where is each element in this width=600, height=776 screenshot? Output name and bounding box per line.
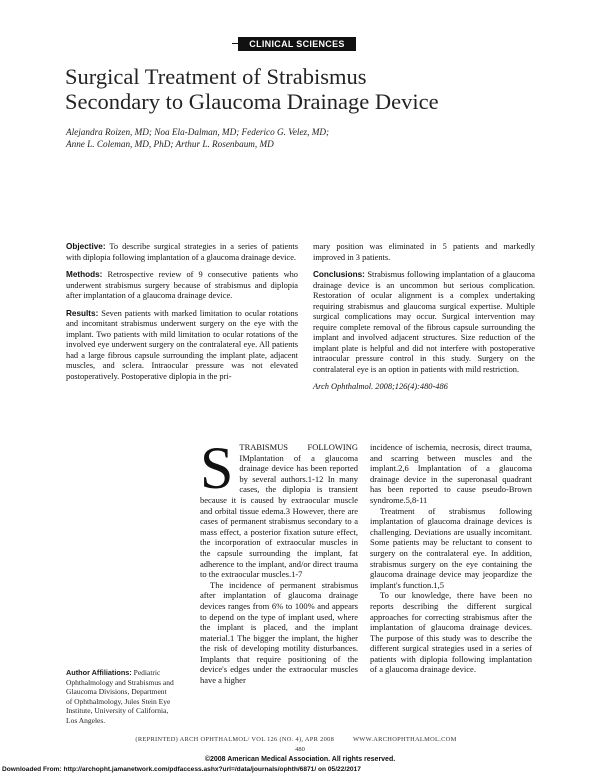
title-line-2: Secondary to Glaucoma Drainage Device (65, 89, 439, 114)
body-paragraph-3: incidence of ischemia, necrosis, direct trauma, and scarring between muscles and the implant.2,6 Implantation of a glaucoma drainage device in the superonasal quadrant has been reported to cause pseudo-Brown syndrome.5,8-11 (370, 442, 532, 505)
authors-line-1: Alejandra Roizen, MD; Noa Ela-Dalman, MD; Federico G. Velez, MD; (66, 127, 330, 137)
journal-footer: (REPRINTED) ARCH OPHTHALMOL/ VOL 126 (NO. 4), APR 2008 WWW.ARCHOPHTHALMOL.COM (135, 736, 457, 743)
copyright-notice: ©2008 American Medical Association. All rights reserved. (204, 756, 396, 763)
methods-label: Methods: (66, 270, 103, 279)
methods-text: Retrospective review of 9 consecutive patients who underwent strabismus surgery because of strabismus and diplopia after implantation of a glaucoma drainage device. (66, 270, 298, 300)
abstract-objective (66, 242, 298, 263)
results-label: Results: (66, 308, 99, 318)
body-paragraph-5: To our knowledge, there have been no reports describing the different surgical approaches for correcting strabismus after the implantation of glaucoma drainage devices. The purpose of this study was to describe the different surgical strategies used in a series of patients with diplopia following implantation of a glaucoma drainage device. (370, 590, 532, 675)
affiliations-label: Author Affiliations: (66, 668, 132, 677)
abstract-column-left (66, 242, 298, 389)
author-list (66, 126, 396, 150)
download-notice: Downloaded From: http://archopht.jamanetwork.com/pdfaccess.ashx?url=/data/journals/ophth/6871/ on 05/22/2017 (2, 766, 361, 773)
page-number: 480 (295, 746, 305, 753)
body-paragraph-2: The incidence of permanent strabismus after implantation of glaucoma drainage devices ranges from 6% to 100% and appears to depend on the type of implant used, where the implant is placed, and the implant material.1 The bigger the implant, the higher the risk of developing motility disturbances. Implants that require positioning of the device's edges under the extraocular muscles have a higher (200, 579, 358, 686)
results-text: Seven patients with marked limitation to ocular rotations and incomitant strabismus underwent surgery on the eye with the implant. Two patients with mild limitation to ocular rotations of the involved eye underwent surgery on the contralateral eye. All patients had a large fibrous capsule surrounding the implant plate, adjacent muscles, and sclera. Intraocular pressure was not elevated postoperatively. Postoperative diplopia in the pri- (66, 308, 298, 381)
citation: Arch Ophthalmol. 2008;126(4):480-486 (313, 382, 448, 391)
conclusions-label: Conclusions: (313, 270, 365, 279)
body-column-left (200, 435, 358, 686)
authors-line-2: Anne L. Coleman, MD, PhD; Arthur L. Rosenbaum, MD (66, 139, 274, 149)
author-affiliations (66, 668, 174, 725)
results-continued: mary position was eliminated in 5 patients and markedly improved in 3 patients. (313, 242, 535, 262)
objective-label: Objective: (66, 242, 106, 251)
body-column-right (370, 442, 532, 675)
abstract-conclusions (313, 270, 535, 375)
drop-cap: S (200, 435, 234, 501)
abstract-methods (66, 270, 298, 302)
body-paragraph-4: Treatment of strabismus following implantation of glaucoma drainage devices is challenging. Deviations are usually incomitant. Some patients may be reluctant to consent to surgery on the contralateral eye. In addition, strabismus surgery on the eye containing the glaucoma drainage device may jeopardize the implant's function.1,5 (370, 505, 532, 590)
abstract-column-right (313, 242, 535, 400)
title-line-1: Surgical Treatment of Strabismus (65, 64, 367, 89)
affiliations-text: Pediatric Ophthalmology and Strabismus and Glaucoma Divisions, Department of Ophthalmology, Jules Stein Eye Institute, University of California, Los Angeles. (66, 668, 174, 725)
conclusions-text: Strabismus following implantation of a glaucoma drainage device is an uncommon but serious complication. Restoration of ocular alignment is a complex undertaking requiring strabismus and glaucoma surgical expertise. Multiple surgical complications may occur. Surgical intervention may require complete removal of the fibrous capsule surrounding the implant and involved adjacent structures. Size reduction of the implant plate is helpful and did not interfere with postoperative intraocular pressure control in this study. Surgery on the contralateral eye is an option in patients with mild restriction. (313, 270, 535, 374)
section-tag: CLINICAL SCIENCES (238, 37, 356, 51)
article-title (65, 64, 525, 114)
abstract-results (66, 309, 298, 383)
objective-text: To describe surgical strategies in a series of patients with diplopia following implantation of a glaucoma drainage device. (66, 242, 298, 262)
body-paragraph-1: TRABISMUS FOLLOWING IMplantation of a glaucoma drainage device has been reported by several authors.1-12 In many cases, the diplopia is transient because it is caused by extraocular muscle and orbital tissue edema.3 However, there are cases of permanent strabismus secondary to a mass effect, a posterior fixation suture effect, the incorporation of extraocular muscles in the capsule surrounding the implant, fat adherence to the implant, and/or direct trauma to the extraocular muscles.1-7 (200, 442, 358, 580)
